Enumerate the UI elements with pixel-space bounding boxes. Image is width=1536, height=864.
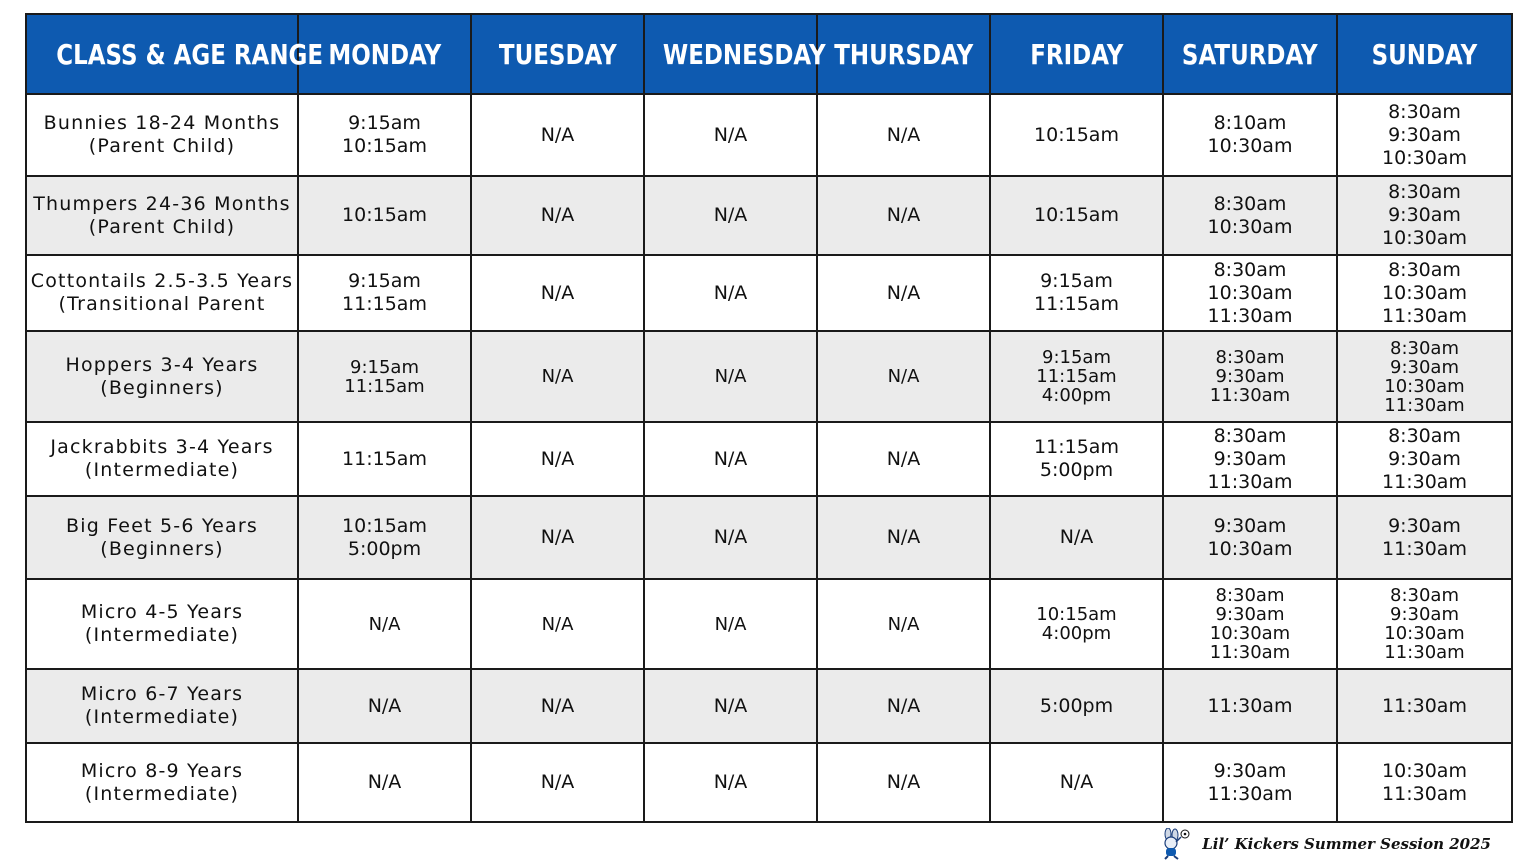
time-slot: N/A [886, 204, 921, 226]
time-slot: 11:30am [1382, 470, 1467, 493]
time-slot: N/A [541, 366, 574, 387]
time-cell-saturday [1163, 669, 1337, 743]
time-slot: N/A [886, 447, 921, 470]
time-cell-thursday [817, 579, 990, 669]
time-slot: 8:30am [1390, 585, 1459, 606]
time-slot: 8:30am [1213, 424, 1287, 447]
table-row [26, 743, 1512, 822]
time-cell-sunday [1337, 422, 1512, 496]
table-row [26, 331, 1512, 422]
time-slot: 11:30am [1384, 642, 1465, 663]
class-name: Bunnies 18-24 Months [43, 112, 281, 134]
class-level: (Intermediate) [84, 782, 240, 805]
footer-text: Lil’ Kickers Summer Session 2025 [1202, 835, 1491, 853]
time-slot: 9:30am [1215, 366, 1285, 387]
column-header-tuesday: TUESDAY [471, 14, 644, 94]
time-slot: 5:00pm [1039, 694, 1114, 717]
table-row [26, 496, 1512, 579]
class-name: Micro 8-9 Years [80, 759, 244, 782]
column-header-thursday: THURSDAY [817, 14, 990, 94]
time-slot: 4:00pm [1041, 385, 1112, 406]
time-slot: 10:30am [1382, 146, 1467, 169]
time-slot: N/A [887, 366, 920, 387]
time-cell-friday [990, 255, 1163, 331]
time-slot: 4:00pm [1041, 623, 1112, 644]
time-cell-sunday [1337, 496, 1512, 579]
time-cell-sunday [1337, 94, 1512, 176]
time-slot: 9:15am [1042, 347, 1111, 368]
time-slot: 10:30am [1207, 537, 1293, 560]
time-slot: 5:00pm [347, 537, 422, 560]
time-slot: 11:30am [1382, 694, 1467, 717]
time-slot: 10:15am [342, 204, 427, 226]
time-slot: 10:30am [1207, 281, 1293, 304]
time-slot: 11:15am [1034, 436, 1119, 458]
time-cell-wednesday [644, 176, 817, 255]
time-slot: 9:30am [1390, 604, 1459, 625]
table-row [26, 255, 1512, 331]
time-cell-tuesday [471, 176, 644, 255]
time-slot: N/A [368, 613, 401, 635]
time-slot: 10:30am [1382, 281, 1467, 304]
time-cell-sunday [1337, 743, 1512, 822]
time-slot: 11:30am [1207, 782, 1293, 805]
column-header-friday: FRIDAY [990, 14, 1163, 94]
time-slot: 8:30am [1390, 337, 1459, 359]
time-cell-thursday [817, 255, 990, 331]
time-slot: 11:30am [1382, 782, 1467, 805]
time-slot: 9:30am [1388, 204, 1461, 226]
time-cell-sunday [1337, 669, 1512, 743]
table-row [26, 579, 1512, 669]
time-slot: 10:30am [1384, 375, 1465, 397]
time-slot: 9:30am [1388, 123, 1461, 146]
class-cell [26, 422, 298, 496]
class-name: Micro 4-5 Years [80, 601, 244, 623]
time-cell-saturday [1163, 94, 1337, 176]
class-level: (Intermediate) [84, 624, 240, 646]
column-header-class-age-range: CLASS & AGE RANGE [26, 14, 298, 94]
time-slot: 10:30am [1382, 759, 1467, 782]
time-cell-thursday [817, 331, 990, 422]
class-cell [26, 331, 298, 422]
time-cell-wednesday [644, 94, 817, 176]
time-slot: 11:30am [1207, 470, 1293, 493]
time-cell-thursday [817, 496, 990, 579]
time-cell-saturday [1163, 743, 1337, 822]
time-cell-tuesday [471, 255, 644, 331]
header-row [26, 14, 1512, 94]
time-slot: N/A [540, 204, 575, 226]
time-cell-monday [298, 496, 471, 579]
time-cell-monday [298, 331, 471, 422]
time-slot: N/A [540, 447, 575, 470]
time-slot: N/A [713, 526, 748, 548]
class-cell [26, 94, 298, 176]
time-slot: 9:15am [350, 356, 419, 378]
time-slot: N/A [886, 281, 921, 304]
time-cell-monday [298, 743, 471, 822]
time-cell-monday [298, 94, 471, 176]
time-slot: N/A [540, 771, 575, 793]
time-cell-thursday [817, 743, 990, 822]
time-slot: 10:30am [1382, 227, 1467, 249]
time-cell-wednesday [644, 496, 817, 579]
time-cell-wednesday [644, 669, 817, 743]
time-slot: 10:15am [342, 135, 427, 157]
class-cell [26, 176, 298, 255]
time-slot: 11:30am [1382, 304, 1467, 327]
time-slot: N/A [886, 526, 921, 548]
class-name: Jackrabbits 3-4 Years [50, 436, 274, 458]
time-cell-friday [990, 331, 1163, 422]
column-header-wednesday: WEDNESDAY [644, 14, 817, 94]
time-cell-saturday [1163, 255, 1337, 331]
class-level: (Beginners) [100, 376, 224, 399]
time-slot: 9:30am [1388, 447, 1461, 470]
time-slot: 8:30am [1388, 181, 1461, 203]
time-slot: 11:30am [1207, 694, 1293, 717]
column-header-monday: MONDAY [298, 14, 471, 94]
time-slot: 10:30am [1209, 623, 1291, 644]
time-cell-friday [990, 669, 1163, 743]
time-cell-saturday [1163, 496, 1337, 579]
time-slot: 9:30am [1390, 356, 1459, 378]
time-slot: N/A [540, 281, 575, 304]
time-cell-tuesday [471, 579, 644, 669]
class-name: Big Feet 5-6 Years [66, 514, 258, 537]
time-slot: N/A [540, 694, 575, 717]
time-slot: 10:15am [342, 514, 427, 537]
time-slot: 9:30am [1213, 514, 1287, 537]
time-cell-tuesday [471, 422, 644, 496]
time-cell-thursday [817, 422, 990, 496]
time-slot: 11:15am [342, 293, 427, 315]
class-cell [26, 496, 298, 579]
time-slot: 11:30am [1207, 304, 1293, 327]
time-slot: 9:15am [1040, 270, 1113, 292]
time-cell-friday [990, 496, 1163, 579]
time-slot: N/A [886, 123, 921, 146]
time-cell-friday [990, 422, 1163, 496]
time-cell-thursday [817, 94, 990, 176]
class-cell [26, 579, 298, 669]
time-slot: 10:30am [1207, 135, 1293, 157]
time-cell-friday [990, 176, 1163, 255]
time-slot: N/A [1059, 771, 1094, 793]
time-slot: 8:30am [1213, 258, 1287, 281]
time-cell-monday [298, 176, 471, 255]
class-level: (Beginners) [100, 537, 224, 560]
time-cell-thursday [817, 176, 990, 255]
time-slot: N/A [367, 771, 402, 793]
time-cell-tuesday [471, 331, 644, 422]
time-cell-tuesday [471, 669, 644, 743]
time-cell-thursday [817, 669, 990, 743]
time-slot: 8:30am [1388, 258, 1461, 281]
class-name: Micro 6-7 Years [80, 683, 244, 705]
time-slot: 5:00pm [1039, 459, 1114, 481]
time-slot: 11:30am [1209, 642, 1291, 663]
time-slot: N/A [714, 613, 747, 635]
time-slot: 8:10am [1213, 112, 1287, 134]
class-name: Cottontails 2.5-3.5 Years [30, 270, 294, 292]
class-cell [26, 669, 298, 743]
class-name: Hoppers 3-4 Years [65, 353, 259, 376]
time-cell-monday [298, 422, 471, 496]
time-cell-saturday [1163, 422, 1337, 496]
time-slot: N/A [713, 771, 748, 793]
time-cell-monday [298, 669, 471, 743]
time-slot: N/A [367, 694, 402, 717]
time-slot: 10:15am [1036, 604, 1117, 625]
time-slot: N/A [713, 447, 748, 470]
time-slot: N/A [887, 613, 920, 635]
time-slot: 11:30am [1382, 537, 1467, 560]
time-slot: N/A [713, 281, 748, 304]
footer [1156, 831, 1491, 857]
time-slot: 10:15am [1034, 204, 1119, 226]
class-level: (Parent Child) [88, 215, 236, 238]
time-slot: 11:15am [344, 375, 425, 397]
class-cell [26, 743, 298, 822]
time-cell-friday [990, 579, 1163, 669]
time-slot: 9:30am [1215, 604, 1285, 625]
time-slot: 9:30am [1388, 514, 1461, 537]
class-name: Thumpers 24-36 Months [33, 192, 291, 215]
time-slot: 8:30am [1388, 424, 1461, 447]
time-cell-tuesday [471, 743, 644, 822]
time-slot: N/A [886, 771, 921, 793]
time-slot: 9:30am [1213, 759, 1287, 782]
time-slot: 9:15am [348, 112, 421, 134]
time-cell-saturday [1163, 331, 1337, 422]
time-cell-friday [990, 94, 1163, 176]
column-header-saturday: SATURDAY [1163, 14, 1337, 94]
time-slot: 9:15am [348, 270, 421, 292]
time-slot: 10:15am [1034, 123, 1119, 146]
time-slot: N/A [714, 366, 747, 387]
time-cell-wednesday [644, 422, 817, 496]
table-row [26, 669, 1512, 743]
class-level: (Intermediate) [84, 706, 240, 728]
time-slot: N/A [886, 694, 921, 717]
time-slot: N/A [540, 526, 575, 548]
time-cell-saturday [1163, 176, 1337, 255]
time-slot: N/A [541, 613, 574, 635]
class-level: (Parent Child) [88, 135, 236, 157]
time-cell-wednesday [644, 331, 817, 422]
column-header-sunday: SUNDAY [1337, 14, 1512, 94]
table-row [26, 422, 1512, 496]
class-cell [26, 255, 298, 331]
time-slot: 8:30am [1215, 347, 1285, 368]
table-row [26, 94, 1512, 176]
time-slot: 11:30am [1384, 394, 1465, 416]
time-cell-sunday [1337, 255, 1512, 331]
time-cell-sunday [1337, 331, 1512, 422]
time-slot: 8:30am [1215, 585, 1285, 606]
time-cell-sunday [1337, 176, 1512, 255]
time-cell-friday [990, 743, 1163, 822]
time-slot: N/A [540, 123, 575, 146]
time-cell-wednesday [644, 255, 817, 331]
time-slot: N/A [713, 123, 748, 146]
time-slot: 10:30am [1384, 623, 1465, 644]
rabbit-soccer-mascot-icon [1156, 828, 1190, 860]
time-slot: 11:15am [342, 447, 427, 470]
time-slot: 8:30am [1213, 192, 1287, 215]
class-level: (Transitional Parent [58, 293, 266, 315]
time-slot: N/A [1059, 526, 1094, 548]
time-cell-wednesday [644, 579, 817, 669]
schedule-table [25, 13, 1513, 823]
time-cell-wednesday [644, 743, 817, 822]
time-cell-saturday [1163, 579, 1337, 669]
time-cell-monday [298, 579, 471, 669]
time-slot: 11:15am [1036, 366, 1117, 387]
time-slot: N/A [713, 694, 748, 717]
time-slot: N/A [713, 204, 748, 226]
time-slot: 11:30am [1209, 385, 1291, 406]
time-slot: 11:15am [1034, 293, 1119, 315]
time-cell-tuesday [471, 496, 644, 579]
time-slot: 9:30am [1213, 447, 1287, 470]
time-slot: 8:30am [1388, 100, 1461, 123]
time-cell-tuesday [471, 94, 644, 176]
time-slot: 10:30am [1207, 215, 1293, 238]
time-cell-monday [298, 255, 471, 331]
class-level: (Intermediate) [84, 459, 240, 481]
table-row [26, 176, 1512, 255]
time-cell-sunday [1337, 579, 1512, 669]
